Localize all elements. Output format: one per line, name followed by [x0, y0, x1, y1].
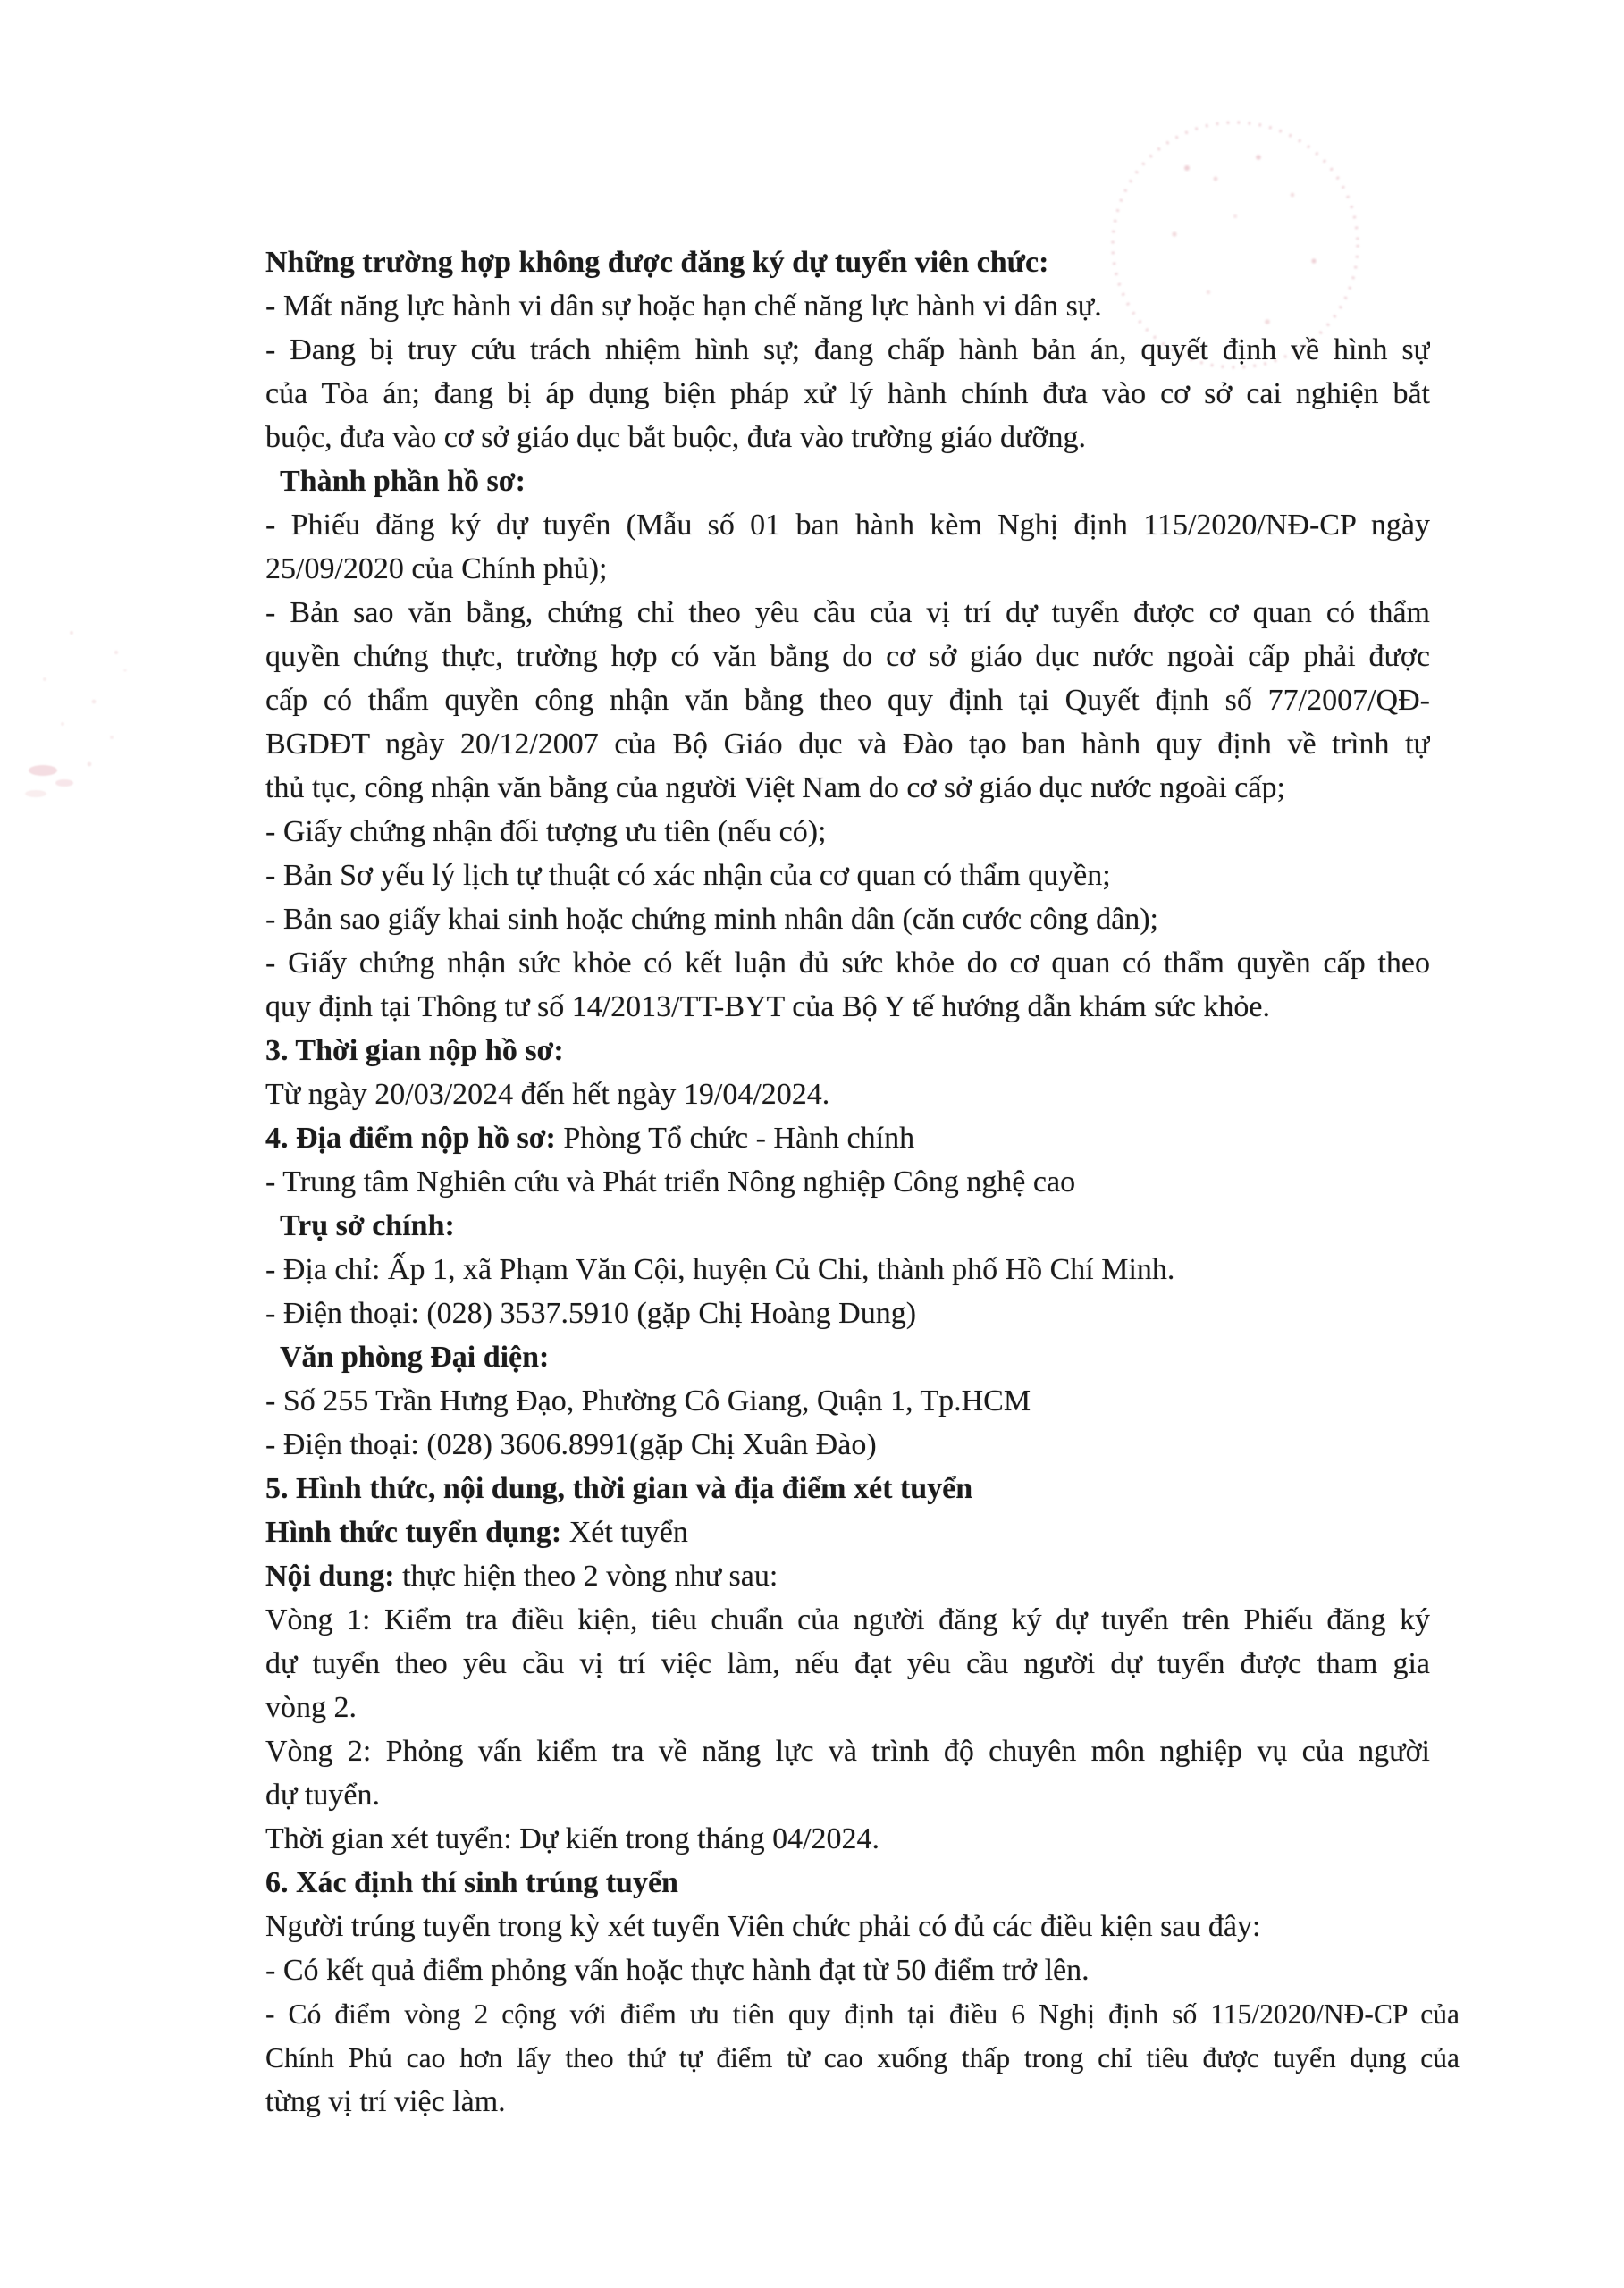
text-line: [265, 635, 1430, 678]
bold-text: 3. Thời gian nộp hồ sơ:: [265, 1034, 564, 1067]
text-line: [265, 1598, 1430, 1642]
body-text: BGDĐT ngày 20/12/2007 của Bộ Giáo dục và Đào tạo ban hành quy định về trình tự: [265, 728, 1430, 761]
text-line: [265, 810, 1430, 854]
text-line: [265, 240, 1430, 284]
text-line: [265, 2036, 1460, 2080]
body-text: - Có kết quả điểm phỏng vấn hoặc thực hành đạt từ 50 điểm trở lên.: [265, 1954, 1090, 1987]
bold-text: 6. Xác định thí sinh trúng tuyển: [265, 1866, 678, 1899]
body-text: Vòng 2: Phỏng vấn kiểm tra về năng lực và trình độ chuyên môn nghiệp vụ của người: [265, 1735, 1430, 1768]
text-line: [265, 459, 1430, 503]
text-line: [265, 1204, 1430, 1248]
body-text: Từ ngày 20/03/2024 đến hết ngày 19/04/2024.: [265, 1078, 830, 1111]
bold-text: Hình thức tuyển dụng:: [265, 1516, 562, 1549]
body-text: dự tuyển theo yêu cầu vị trí việc làm, nếu đạt yêu cầu người dự tuyển được tham gia: [265, 1647, 1430, 1680]
body-text: Xét tuyển: [561, 1516, 688, 1549]
body-text: - Đang bị truy cứu trách nhiệm hình sự; đang chấp hành bản án, quyết định về hình sự: [265, 333, 1430, 366]
body-text: Chính Phủ cao hơn lấy theo thứ tự điểm từ cao xuống thấp trong chỉ tiêu được tuyển dụng của: [265, 2042, 1460, 2074]
text-line: [265, 766, 1430, 810]
body-text: từng vị trí việc làm.: [265, 2085, 506, 2118]
bold-text: Những trường hợp không được đăng ký dự tuyển viên chức:: [265, 246, 1049, 279]
text-line: [265, 1291, 1430, 1335]
text-line: [265, 1992, 1460, 2036]
bold-text: Nội dung:: [265, 1560, 395, 1593]
body-text: cấp có thẩm quyền công nhận văn bằng theo quy định tại Quyết định số 77/2007/QĐ-: [265, 684, 1430, 717]
text-line: [265, 1072, 1430, 1116]
body-text: - Bản sao văn bằng, chứng chỉ theo yêu cầu của vị trí dự tuyển được cơ quan có thẩm: [265, 596, 1430, 629]
text-line: [265, 1029, 1430, 1072]
bold-text: Văn phòng Đại diện:: [280, 1341, 550, 1374]
body-text: - Điện thoại: (028) 3606.8991(gặp Chị Xuân Đào): [265, 1428, 877, 1461]
body-text: quy định tại Thông tư số 14/2013/TT-BYT của Bộ Y tế hướng dẫn khám sức khỏe.: [265, 990, 1271, 1023]
bold-text: Trụ sở chính:: [280, 1209, 455, 1242]
body-text: buộc, đưa vào cơ sở giáo dục bắt buộc, đưa vào trường giáo dưỡng.: [265, 421, 1086, 454]
text-line: [265, 328, 1430, 372]
text-line: [265, 547, 1430, 591]
body-text: - Bản sao giấy khai sinh hoặc chứng minh nhân dân (căn cước công dân);: [265, 903, 1158, 936]
text-line: [265, 1116, 1430, 1160]
text-line: [265, 1160, 1430, 1204]
body-text: - Mất năng lực hành vi dân sự hoặc hạn chế năng lực hành vi dân sự.: [265, 290, 1102, 323]
bold-text: 4. Địa điểm nộp hồ sơ:: [265, 1122, 556, 1155]
bold-text: Thành phần hồ sơ:: [280, 465, 526, 498]
text-line: [265, 1642, 1430, 1686]
body-text: - Có điểm vòng 2 cộng với điểm ưu tiên quy định tại điều 6 Nghị định số 115/2020/NĐ-CP của: [265, 1998, 1460, 2030]
text-line: [265, 1861, 1430, 1905]
text-line: [265, 1335, 1430, 1379]
bold-text: 5. Hình thức, nội dung, thời gian và địa điểm xét tuyển: [265, 1472, 973, 1505]
text-line: [265, 854, 1430, 897]
text-line: [265, 941, 1430, 985]
body-text: 25/09/2020 của Chính phủ);: [265, 552, 608, 585]
body-text: Thời gian xét tuyển: Dự kiến trong tháng 04/2024.: [265, 1822, 880, 1855]
text-line: [265, 284, 1430, 328]
text-line: [265, 722, 1430, 766]
text-line: [265, 1905, 1430, 1948]
text-line: [265, 985, 1430, 1029]
ink-speckles-icon: [9, 617, 161, 822]
body-text: - Phiếu đăng ký dự tuyển (Mẫu số 01 ban hành kèm Nghị định 115/2020/NĐ-CP ngày: [265, 509, 1430, 542]
text-line: [265, 678, 1430, 722]
body-text: - Điện thoại: (028) 3537.5910 (gặp Chị Hoàng Dung): [265, 1297, 917, 1330]
text-line: [265, 1817, 1430, 1861]
text-line: [265, 2080, 1430, 2124]
text-line: [265, 1248, 1430, 1291]
text-line: [265, 591, 1430, 635]
text-line: [265, 372, 1430, 416]
body-text: của Tòa án; đang bị áp dụng biện pháp xử lý hành chính đưa vào cơ sở cai nghiện bắt: [265, 377, 1430, 410]
body-text: Người trúng tuyển trong kỳ xét tuyển Viên chức phải có đủ các điều kiện sau đây:: [265, 1910, 1261, 1943]
body-text: thực hiện theo 2 vòng như sau:: [394, 1560, 778, 1593]
body-text: Vòng 1: Kiểm tra điều kiện, tiêu chuẩn của người đăng ký dự tuyển trên Phiếu đăng ký: [265, 1603, 1430, 1636]
text-line: [265, 1423, 1430, 1467]
text-line: [265, 1729, 1430, 1773]
body-text: Phòng Tổ chức - Hành chính: [555, 1122, 915, 1155]
body-text: - Giấy chứng nhận đối tượng ưu tiên (nếu có);: [265, 815, 827, 848]
text-line: [265, 897, 1430, 941]
text-line: [265, 1510, 1430, 1554]
body-text: thủ tục, công nhận văn bằng của người Việt Nam do cơ sở giáo dục nước ngoài cấp;: [265, 771, 1285, 804]
text-line: [265, 503, 1430, 547]
text-line: [265, 416, 1430, 459]
text-line: [265, 1379, 1430, 1423]
body-text: - Địa chỉ: Ấp 1, xã Phạm Văn Cội, huyện Củ Chi, thành phố Hồ Chí Minh.: [265, 1253, 1175, 1286]
text-line: [265, 1554, 1430, 1598]
text-line: [265, 1773, 1430, 1817]
document-body: [265, 240, 1460, 2124]
body-text: - Trung tâm Nghiên cứu và Phát triển Nông nghiệp Công nghệ cao: [265, 1165, 1076, 1199]
text-line: [265, 1686, 1430, 1729]
text-line: [265, 1948, 1430, 1992]
body-text: dự tuyển.: [265, 1779, 380, 1812]
text-line: [265, 1467, 1430, 1510]
body-text: - Số 255 Trần Hưng Đạo, Phường Cô Giang, Quận 1, Tp.HCM: [265, 1384, 1031, 1417]
body-text: - Bản Sơ yếu lý lịch tự thuật có xác nhận của cơ quan có thẩm quyền;: [265, 859, 1111, 892]
body-text: quyền chứng thực, trường hợp có văn bằng do cơ sở giáo dục nước ngoài cấp phải được: [265, 640, 1430, 673]
body-text: - Giấy chứng nhận sức khỏe có kết luận đủ sức khỏe do cơ quan có thẩm quyền cấp theo: [265, 946, 1430, 980]
body-text: vòng 2.: [265, 1691, 357, 1724]
